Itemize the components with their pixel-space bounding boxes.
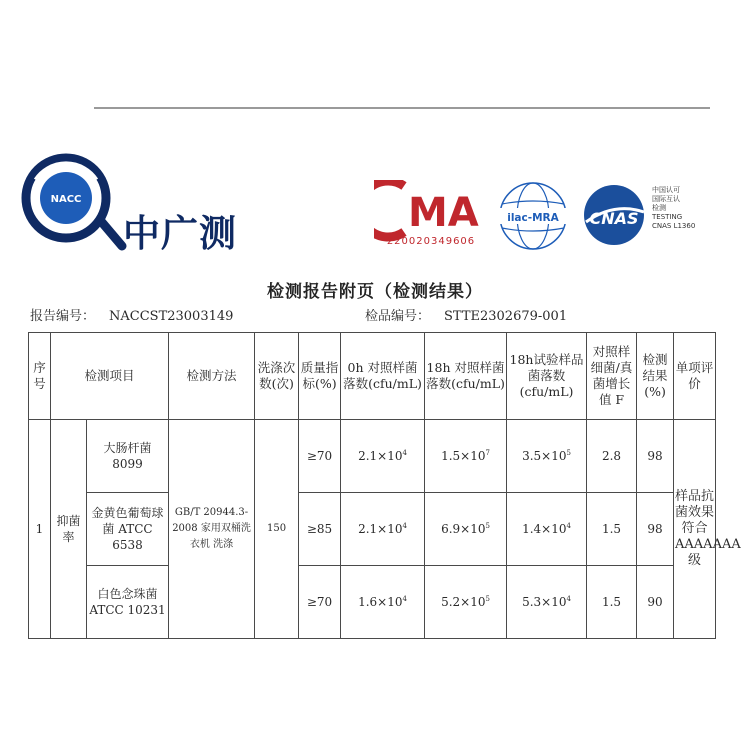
sample-number-value: STTE2302679-001 [444,309,568,324]
header-result: 检测结果(%) [637,333,674,420]
header-growth-value: 对照样细菌/真菌增长值 F [587,333,637,420]
cnas-caption: 中国认可 国际互认 检测 TESTING CNAS L1360 [652,186,696,230]
zero-h-cell: $2.1\times 10^4$ [341,493,425,566]
zero-h-cell: $1.6\times 10^4$ [341,566,425,639]
brand-name: 中广测 [123,212,237,255]
header-evaluation: 单项评价 [674,333,716,420]
zero-h-cell: $2.1\times 10^4$ [341,420,425,493]
header-0h-control: 0h 对照样菌落数(cfu/mL) [341,333,425,420]
header-item: 检测项目 [51,333,169,420]
quality-index-cell: ≥70 [299,566,341,639]
nacc-badge-text: NACC [50,194,82,205]
growth-cell: 1.5 [587,493,637,566]
cnas-text: CNAS [589,209,639,228]
result-cell: 98 [637,420,674,493]
quality-index-cell: ≥70 [299,420,341,493]
ctrl-18h-cell: $1.5\times 10^7$ [425,420,507,493]
header-wash-count: 洗涤次数(次) [255,333,299,420]
ctrl-18h-cell: $6.9\times 10^5$ [425,493,507,566]
report-number-label: 报告编号： [30,309,96,324]
result-cell: 98 [637,493,674,566]
report-title: 检测报告附页（检测结果） [267,282,483,302]
test-18h-cell: $1.4\times 10^4$ [507,493,587,566]
sample-number-label: 检品编号： [365,309,431,324]
header-method: 检测方法 [169,333,255,420]
evaluation-cell: 样品抗菌效果符合AAAAAAA级 [674,420,716,639]
report-number-value: NACCST23003149 [109,309,234,324]
result-cell: 90 [637,566,674,639]
report-number [30,305,233,324]
method-cell: GB/T 20944.3-2008 家用双桶洗衣机 洗涤 [169,420,255,639]
table-row [29,566,716,639]
ctrl-18h-cell: $5.2\times 10^5$ [425,566,507,639]
top-divider [94,107,710,109]
sample-number [365,305,567,324]
growth-cell: 2.8 [587,420,637,493]
growth-cell: 1.5 [587,566,637,639]
cnas-logo [578,182,650,248]
organism-cell: 金黄色葡萄球菌 ATCC 6538 [87,493,169,566]
table-row [29,420,716,493]
ilac-text: ilac-MRA [507,212,559,224]
test-18h-cell: $5.3\times 10^4$ [507,566,587,639]
results-table [28,332,741,639]
header-18h-control: 18h 对照样菌落数(cfu/mL) [425,333,507,420]
wash-count-cell: 150 [255,420,299,639]
organism-cell: 大肠杆菌 8099 [87,420,169,493]
header-row [29,333,716,420]
ilac-mra-logo [497,180,569,252]
header-18h-test: 18h试验样品菌落数(cfu/mL) [507,333,587,420]
cma-text: MA [408,190,479,236]
seq-cell: 1 [29,420,51,639]
quality-index-cell: ≥85 [299,493,341,566]
header-quality-index: 质量指标(%) [299,333,341,420]
table-row [29,493,716,566]
organism-cell: 白色念珠菌 ATCC 10231 [87,566,169,639]
category-cell: 抑菌率 [51,420,87,639]
cma-number: 220020349606 [386,236,476,247]
header-seq: 序号 [29,333,51,420]
test-18h-cell: $3.5\times 10^5$ [507,420,587,493]
